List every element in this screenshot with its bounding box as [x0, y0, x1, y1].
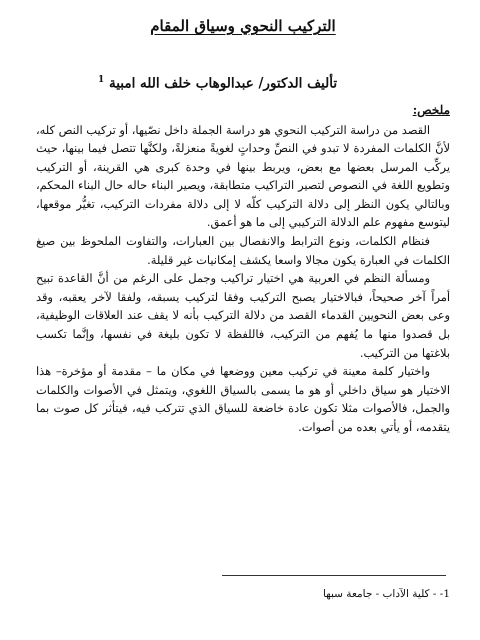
footnote-divider: [222, 575, 446, 576]
abstract-paragraph: ومسألة النظم في العربية هي اختيار تراكيب وجمل على الرغم من أنَّ القاعدة تبيح أمراً آخر صحيحاً، فبالاختيار يصبح التركيب وفقا لتركيب يسبقه، ولفقا لآخر يعقبه، وقد وعى بعض النحويين القدماء القصد من دلالة التركيب بأنه لا يقف عند العلاقات الوظيفية، بل قصدوا منها ما يُفهم من التركيب، فاللفظة لا تكون بليغة في نفسها، وإنَّما تكسب بلاغتها من التركيب.: [36, 271, 450, 360]
author-footnote-mark: 1: [98, 75, 105, 85]
abstract-paragraph: القصد من دراسة التركيب النحوي هو دراسة الجملة داخل نصّيها، أو تركيب النص كله، لأنَّ الكلمات المفردة لا تبدو في النصِّ وحداتٍ لغويةً منعزلةً، ولكنَّها تتصل فيما بينها، حيث يركِّب المرسل بعضها مع بعض، ويربط بينها في وحدة كبرى هي القرينة، أو التركيب وتطويع اللغة في النصوص لتصير التراكيب متطابقة، ويصير البناء حاله حال البناء المحكم، وبالتالي يكون النظر إلى دلالة التركيب كلّه لا إلى دلالة مفردات التركيب، تغيُّر موقعها، ليتوسع مفهوم علم الدلالة التركيبي إلى ما هو أعمق.: [36, 122, 450, 230]
author-name: تأليف الدكتور/ عبدالوهاب خلف الله امبية: [108, 75, 338, 92]
author-line: [36, 70, 450, 94]
abstract-paragraph: فنظام الكلمات، ونوع الترابط والانفصال بين العبارات، والتفاوت الملحوظ بين صيغ الكلمات في العبارة يكون مجالا واسعا يكشف إمكانيات غير قليلة.: [36, 234, 450, 267]
footnote: 1- - كلية الآداب - جامعة سبها: [322, 588, 450, 600]
abstract-paragraph: واختيار كلمة معينة في تركيب معين ووضعها في مكان ما – مقدمة أو مؤخرة– هذا الاختيار هو سياق داخلي أو هو ما يسمى بالسياق اللغوي، ويتمثل في الأصوات والكلمات والجمل، فالأصوات مثلا تكون عادة خاضعة للسياق الذي تتركب فيه، فيتأثر كل صوت بما يتقدمه، أو يأتي بعده من أصوات.: [36, 364, 450, 434]
paper-title: التركيب النحوي وسياق المقام: [150, 17, 336, 35]
abstract-heading: ملخص:: [412, 102, 450, 117]
abstract-body: [36, 121, 450, 437]
